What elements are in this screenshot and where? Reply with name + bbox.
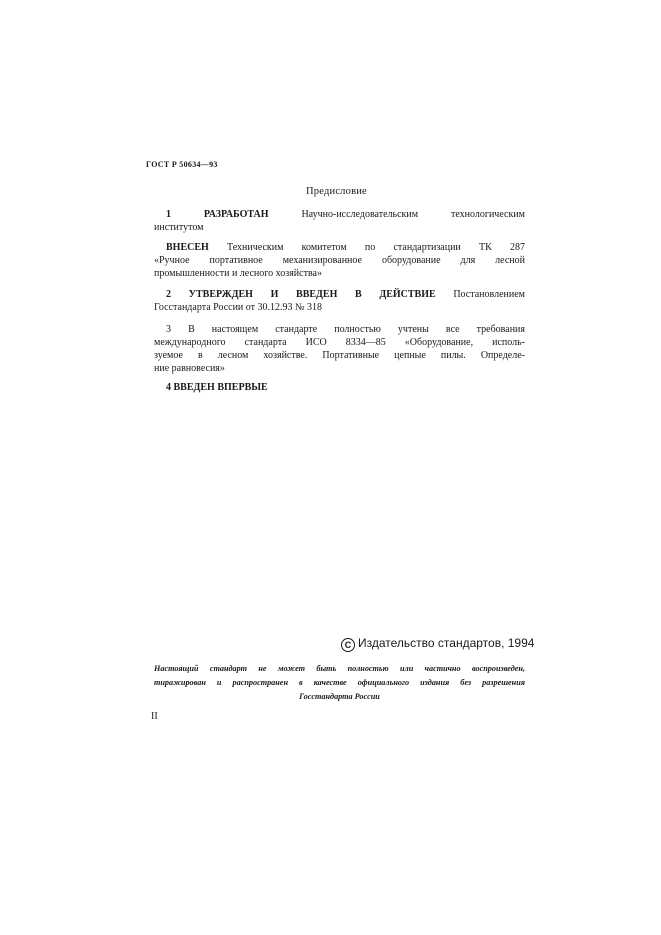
item-line: международного стандарта ИСО 8334—85 «Оборудование, исполь- xyxy=(154,337,525,348)
notice-line: Настоящий стандарт не может быть полностью или частично воспроизведен, xyxy=(154,664,525,673)
item-line: Госстандарта России от 30.12.93 № 318 xyxy=(154,302,323,313)
item-line: ВНЕСЕН Техническим комитетом по стандартизации ТК 287 xyxy=(166,242,525,253)
copyright-text: Издательство стандартов, 1994 xyxy=(358,636,535,650)
page-number: II xyxy=(151,711,158,722)
item-line: 3 В настоящем стандарте полностью учтены все требования xyxy=(166,324,525,335)
item-line: зуемое в лесном хозяйстве. Портативные цепные пилы. Определе- xyxy=(154,350,525,361)
notice-line: тиражирован и распространен в качестве официального издания без разрешения xyxy=(154,678,525,687)
notice-line: Госстандарта России xyxy=(299,692,380,701)
item-line: ние равновесия» xyxy=(154,363,225,374)
item-iso-standard xyxy=(154,323,525,375)
copyright-line xyxy=(341,636,534,652)
item-developed xyxy=(154,208,525,234)
copyright-icon: С xyxy=(341,638,355,652)
item-line: «Ручное портативное механизированное оборудование для лесной xyxy=(154,255,525,266)
item-line: 4 ВВЕДЕН ВПЕРВЫЕ xyxy=(166,382,268,393)
document-code: ГОСТ Р 50634—93 xyxy=(146,160,218,169)
item-first-introduced xyxy=(154,381,525,394)
item-line: 1 РАЗРАБОТАН Научно-исследовательским технологическим xyxy=(166,209,525,220)
item-line: промышленности и лесного хозяйства» xyxy=(154,268,322,279)
item-approved xyxy=(154,288,525,314)
item-line: институтом xyxy=(154,222,204,233)
reproduction-notice xyxy=(154,662,525,704)
item-introduced xyxy=(154,241,525,280)
item-line: 2 УТВЕРЖДЕН И ВВЕДЕН В ДЕЙСТВИЕ Постановлением xyxy=(166,289,525,300)
page-title: Предисловие xyxy=(306,186,367,197)
